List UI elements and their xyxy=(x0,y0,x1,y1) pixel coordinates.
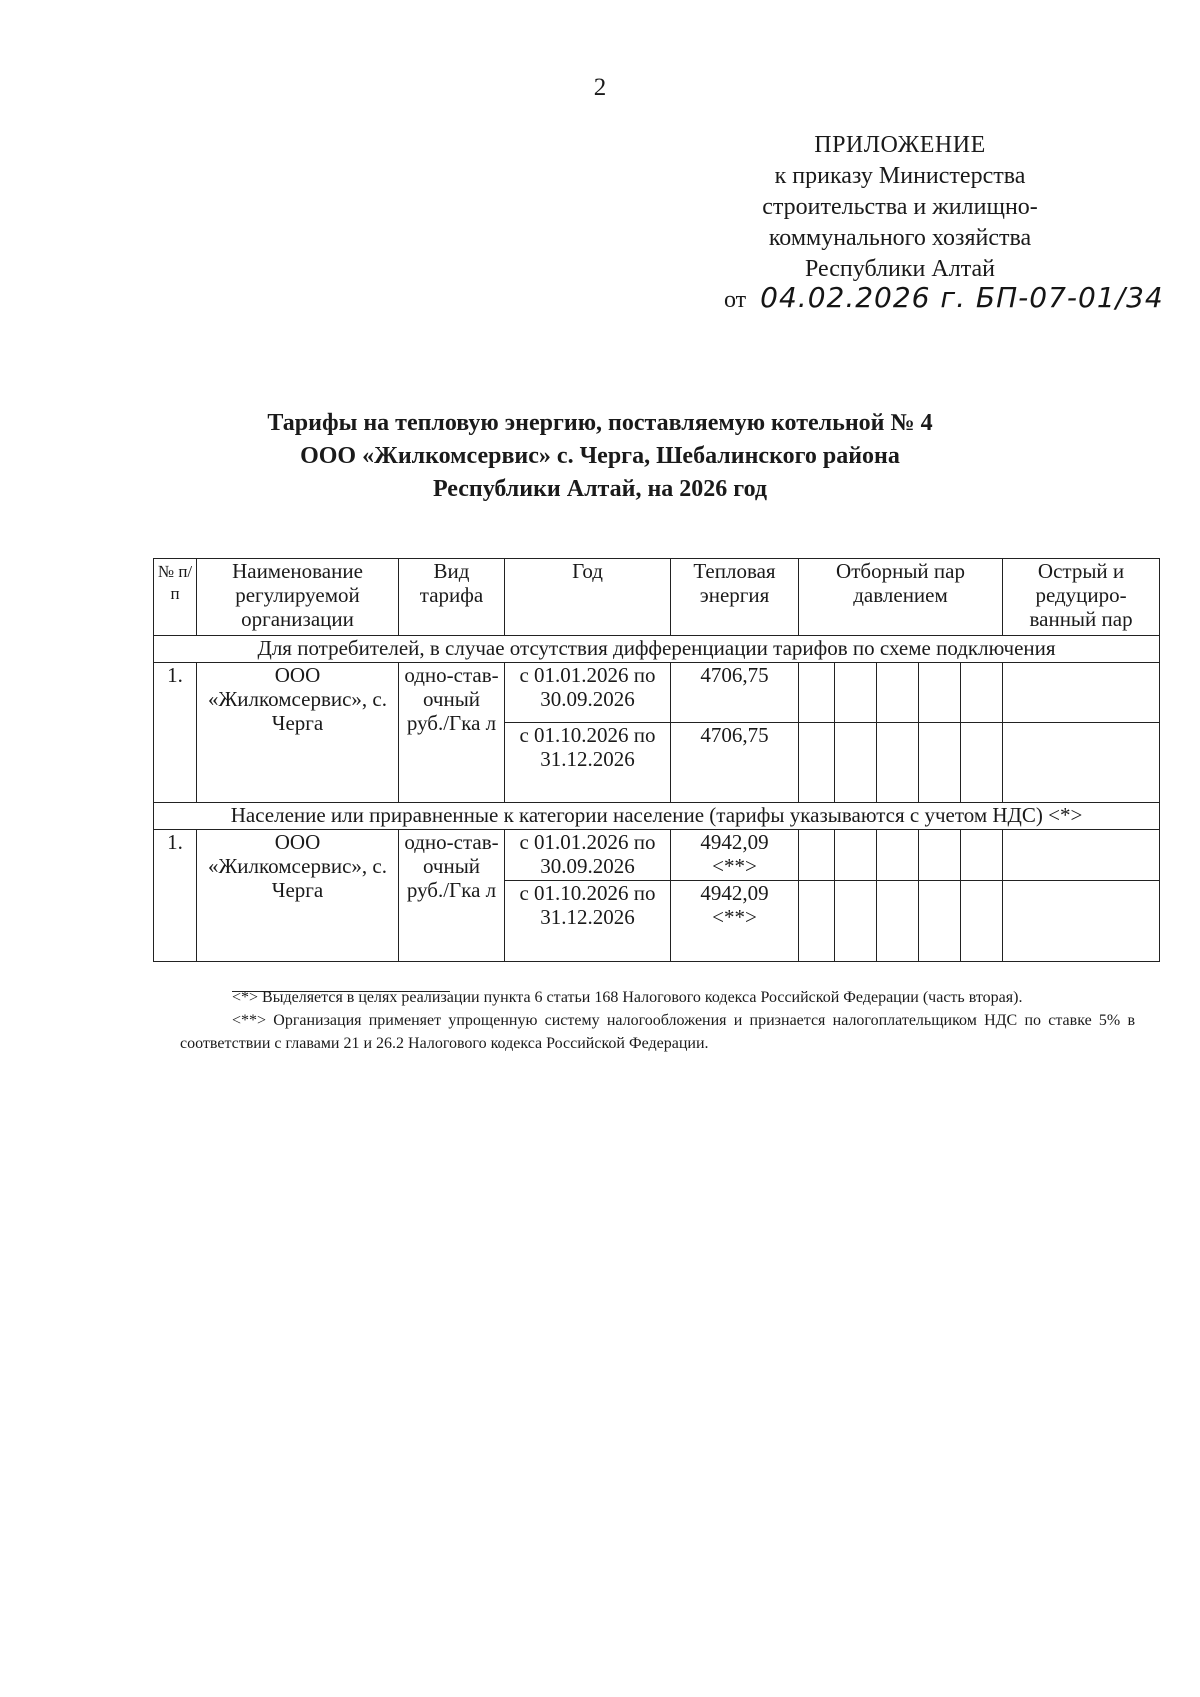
footnote-1: <*> Выделяется в целях реализации пункта 6 статьи 168 Налогового кодекса Российской Федерации (часть вторая). xyxy=(232,989,1023,1006)
tariff-type-cell: одно-став-очный руб./Гка л xyxy=(399,830,505,962)
organization-cell: ООО «Жилкомсервис», с. Черга xyxy=(197,830,399,962)
empty-cell xyxy=(799,830,835,881)
title-line: Республики Алтай, на 2026 год xyxy=(432,476,768,502)
empty-cell xyxy=(799,663,835,723)
thermal-value-cell: 4706,75 xyxy=(671,723,799,803)
empty-cell xyxy=(799,881,835,962)
footnotes xyxy=(180,986,1135,1055)
row-number: 1. xyxy=(154,663,197,803)
tariff-type-cell: одно-став-очный руб./Гка л xyxy=(399,663,505,803)
appendix-block xyxy=(700,130,1100,285)
empty-cell xyxy=(835,881,877,962)
page-number: 2 xyxy=(593,74,607,101)
thermal-value-cell xyxy=(671,881,799,962)
empty-cell xyxy=(919,881,961,962)
empty-cell xyxy=(1003,881,1160,962)
period-cell: с 01.10.2026 по 31.12.2026 xyxy=(505,723,671,803)
thermal-value-cell xyxy=(671,830,799,881)
period-cell: с 01.01.2026 по 30.09.2026 xyxy=(505,830,671,881)
appendix-heading: ПРИЛОЖЕНИЕ xyxy=(814,132,986,158)
appendix-line: коммунального хозяйства xyxy=(768,225,1032,251)
section-row xyxy=(154,803,1160,830)
header-number: № п/ п xyxy=(154,559,197,636)
handwritten-date-number: 04.02.2026 г. БП-07-01/34 xyxy=(760,281,1164,314)
footnote-2: <**> Организация применяет упрощенную систему налогообложения и признается налогоплательщиком НДС по ставке 5% в соответствии с главами 21 и 26.2 Налогового кодекса Российской Федерации. xyxy=(180,1012,1135,1052)
empty-cell xyxy=(961,663,1003,723)
empty-cell xyxy=(961,830,1003,881)
table-row xyxy=(154,663,1160,723)
period-cell: с 01.10.2026 по 31.12.2026 xyxy=(505,881,671,962)
header-organization: Наименование регулируемой организации xyxy=(197,559,399,636)
header-tariff-type: Вид тарифа xyxy=(399,559,505,636)
appendix-line: к приказу Министерства xyxy=(774,163,1026,189)
title-line: ООО «Жилкомсервис» с. Черга, Шебалинского района xyxy=(300,443,900,469)
section-title: Население или приравненные к категории население (тарифы указываются с учетом НДС) <*> xyxy=(154,803,1160,830)
empty-cell xyxy=(877,723,919,803)
empty-cell xyxy=(877,830,919,881)
header-thermal-energy: Тепловая энергия xyxy=(671,559,799,636)
thermal-value: 4942,09 xyxy=(700,881,769,905)
empty-cell xyxy=(961,881,1003,962)
period-cell: с 01.01.2026 по 30.09.2026 xyxy=(505,663,671,723)
footnote-marker: <**> xyxy=(712,905,757,929)
header-selected-steam: Отборный пар давлением xyxy=(799,559,1003,636)
empty-cell xyxy=(1003,723,1160,803)
header-sharp-steam: Острый и редуциро-ванный пар xyxy=(1003,559,1160,636)
empty-cell xyxy=(877,881,919,962)
section-title: Для потребителей, в случае отсутствия дифференциации тарифов по схеме подключения xyxy=(154,636,1160,663)
tariff-table xyxy=(153,558,1160,962)
footnote-marker: <**> xyxy=(712,854,757,878)
empty-cell xyxy=(919,723,961,803)
from-label: от xyxy=(724,287,747,313)
empty-cell xyxy=(961,723,1003,803)
empty-cell xyxy=(1003,663,1160,723)
empty-cell xyxy=(919,830,961,881)
empty-cell xyxy=(835,663,877,723)
empty-cell xyxy=(877,663,919,723)
empty-cell xyxy=(835,830,877,881)
order-reference xyxy=(724,281,1164,321)
appendix-line: Республики Алтай xyxy=(805,256,995,282)
empty-cell xyxy=(835,723,877,803)
table-row xyxy=(154,830,1160,881)
document-title xyxy=(150,407,1050,506)
table-header-row xyxy=(154,559,1160,636)
thermal-value: 4942,09 xyxy=(700,830,769,854)
section-row xyxy=(154,636,1160,663)
row-number: 1. xyxy=(154,830,197,962)
empty-cell xyxy=(1003,830,1160,881)
empty-cell xyxy=(799,723,835,803)
title-line: Тарифы на тепловую энергию, поставляемую котельной № 4 xyxy=(267,410,933,436)
thermal-value-cell: 4706,75 xyxy=(671,663,799,723)
header-year: Год xyxy=(505,559,671,636)
organization-cell: ООО «Жилкомсервис», с. Черга xyxy=(197,663,399,803)
empty-cell xyxy=(919,663,961,723)
appendix-line: строительства и жилищно- xyxy=(762,194,1038,220)
